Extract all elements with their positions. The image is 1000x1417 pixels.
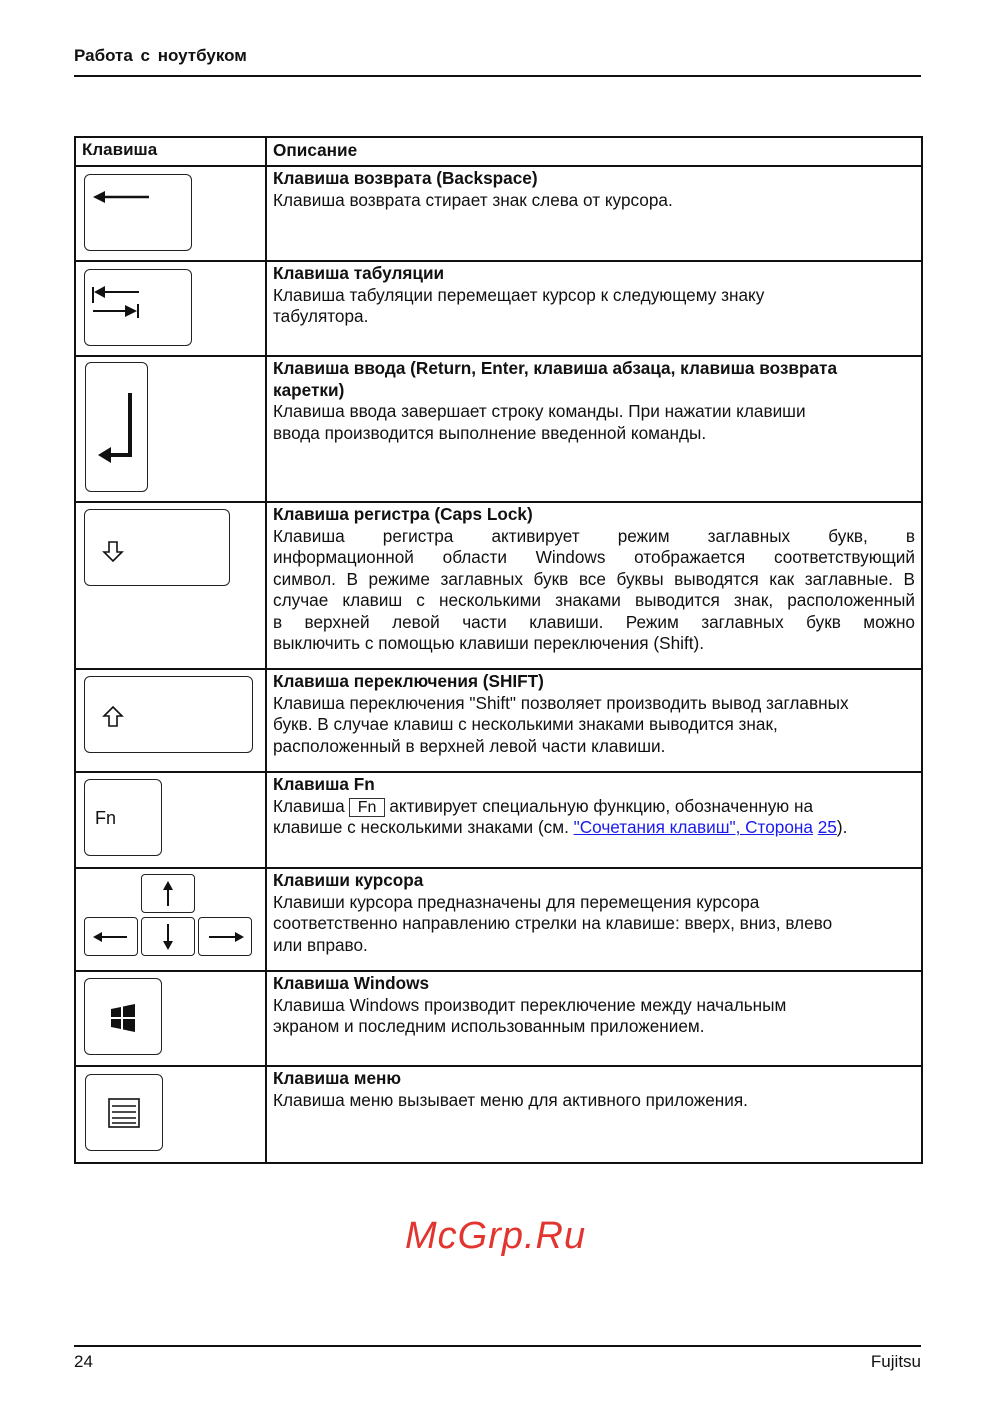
row-text: информационной области Windows отображается соответствующий — [273, 547, 915, 567]
row-title: Клавиша табуляции — [273, 263, 445, 283]
header-rule — [74, 75, 921, 77]
row-title: Клавиши курсора — [273, 870, 424, 890]
row-text: случае клавиш с несколькими знаками выводится знак, расположенный — [273, 590, 915, 610]
column-header-description: Описание — [273, 140, 358, 160]
row-title: Клавиша возврата (Backspace) — [273, 168, 538, 188]
row-text: соответственно направлению стрелки на клавише: вверх, вниз, влево — [273, 913, 833, 933]
page-25-link[interactable]: 25 — [817, 817, 837, 837]
table-row — [76, 355, 921, 501]
backspace-key-icon — [84, 174, 192, 251]
footer-brand: Fujitsu — [870, 1352, 921, 1371]
row-text: в верхней левой части клавиши. Режим заглавных букв можно — [273, 611, 915, 632]
arrow-down-key-icon — [141, 917, 195, 956]
row-text: Клавиша ввода завершает строку команды. При нажатии клавиши — [273, 401, 806, 421]
row-text: Клавиша регистра активирует режим заглавных букв, в — [273, 525, 915, 546]
row-text: букв. В случае клавиш с несколькими знаками выводится знак, — [273, 714, 778, 734]
row-title: Клавиша переключения (SHIFT) — [273, 671, 544, 691]
key-combinations-link[interactable]: "Сочетания клавиш", Сторона — [573, 817, 813, 837]
row-title: Клавиша Fn — [273, 774, 375, 794]
keys-table — [74, 136, 923, 1164]
row-text: Клавиша табуляции перемещает курсор к следующему знаку — [273, 284, 765, 305]
row-text: ввода производится выполнение введенной команды. — [273, 422, 707, 443]
row-text: ). — [836, 817, 848, 837]
cursor-keys-icon — [76, 869, 267, 970]
table-row — [76, 867, 921, 970]
table-row — [76, 771, 921, 867]
row-text: Клавиша — [273, 795, 345, 816]
tab-key-icon — [84, 269, 192, 346]
row-text: Клавиша возврата стирает знак слева от курсора. — [273, 189, 673, 210]
table-header-row — [76, 138, 921, 165]
footer-rule — [74, 1345, 921, 1347]
watermark: McGrp.Ru — [405, 1215, 587, 1257]
row-text: символ. В режиме заглавных букв все буквы выводятся как заглавные. В — [273, 568, 915, 589]
row-title: Клавиша ввода (Return, Enter, клавиша абзаца, клавиша возврата — [273, 358, 837, 378]
row-text: расположенный в верхней левой части клавиши. — [273, 735, 666, 756]
table-row — [76, 165, 921, 260]
page-header-title: Работа с ноутбуком — [74, 46, 247, 65]
row-text: Клавиша меню вызывает меню для активного приложения. — [273, 1089, 748, 1110]
column-header-key: Клавиша — [82, 140, 158, 159]
row-title: Клавиша Windows — [273, 973, 430, 993]
row-title: каретки) — [273, 379, 345, 400]
table-row — [76, 970, 921, 1065]
windows-key-icon — [84, 978, 162, 1055]
row-title: Клавиша регистра (Caps Lock) — [273, 504, 533, 524]
table-row — [76, 1065, 921, 1162]
row-text: или вправо. — [273, 934, 368, 955]
arrow-left-key-icon — [84, 917, 138, 956]
row-text: клавише с несколькими знаками (см. — [273, 817, 574, 837]
shift-key-icon — [84, 676, 253, 753]
table-row — [76, 668, 921, 771]
fn-inline-key: Fn — [349, 798, 386, 817]
fn-key-icon — [84, 779, 162, 856]
table-row — [76, 260, 921, 355]
row-text: Клавиши курсора предназначены для перемещения курсора — [273, 891, 760, 912]
fn-key-label: Fn — [95, 808, 117, 828]
row-text: Клавиша Windows производит переключение между начальным — [273, 994, 787, 1015]
row-text: экраном и последним использованным приложением. — [273, 1016, 705, 1036]
arrow-up-key-icon — [141, 874, 195, 913]
row-text: табулятора. — [273, 306, 369, 326]
row-text: выключить с помощью клавиши переключения (Shift). — [273, 633, 705, 653]
caps-lock-key-icon — [84, 509, 230, 586]
row-text: активирует специальную функцию, обозначенную на — [389, 795, 814, 816]
row-title: Клавиша меню — [273, 1068, 402, 1088]
page-number: 24 — [74, 1352, 93, 1371]
enter-key-icon — [85, 362, 148, 492]
arrow-right-key-icon — [198, 917, 252, 956]
table-row — [76, 501, 921, 668]
menu-key-icon — [85, 1074, 163, 1151]
row-text: Клавиша переключения "Shift" позволяет производить вывод заглавных — [273, 692, 849, 713]
